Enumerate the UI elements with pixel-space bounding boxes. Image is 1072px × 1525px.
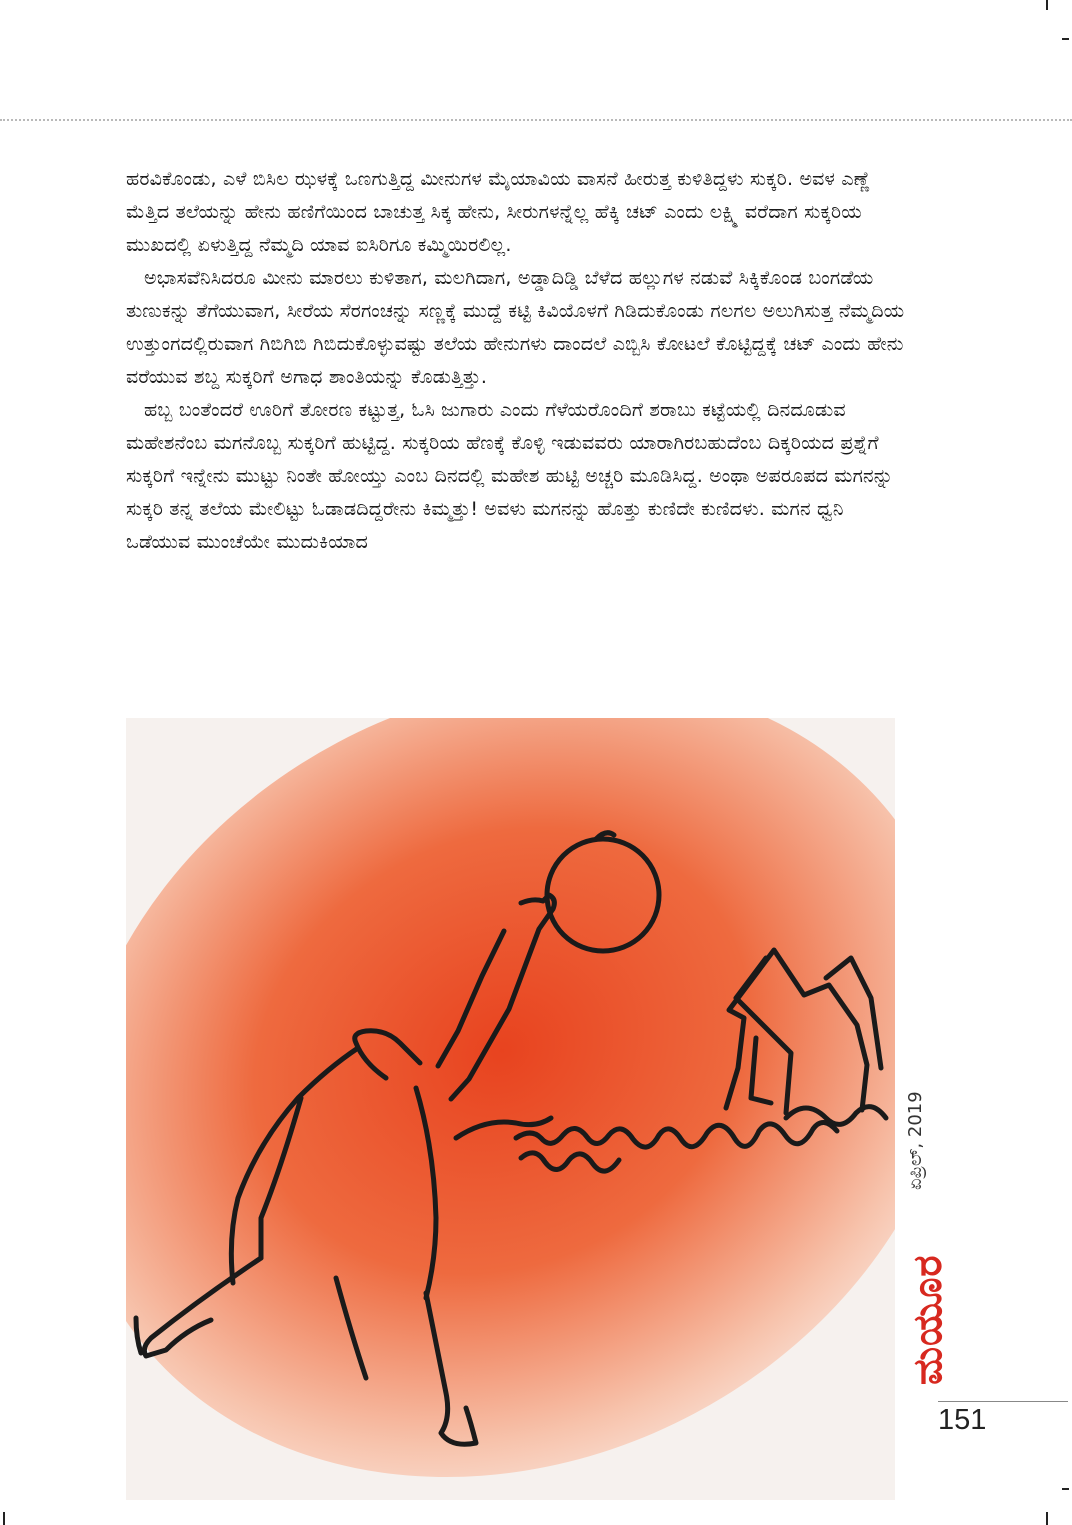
article-body [126,163,906,559]
crop-mark [1046,0,1048,10]
story-illustration [126,718,895,1500]
illustration-drawing [126,718,895,1500]
paragraph: ಹರವಿಕೊಂಡು, ಎಳೆ ಬಿಸಿಲ ಝಳಕ್ಕೆ ಒಣಗುತ್ತಿದ್ದ ಮೀನುಗಳ ಮೈಯಾವಿಯ ವಾಸನೆ ಹೀರುತ್ತ ಕುಳಿತಿದ್ದಳು ಸುಕ್ಕರಿ. ಅವಳ ಎಣ್ಣೆ ಮೆತ್ತಿದ ತಲೆಯನ್ನು ಹೇನು ಹಣಿಗೆಯಿಂದ ಬಾಚುತ್ತ ಸಿಕ್ಕ ಹೇನು, ಸೀರುಗಳನ್ನೆಲ್ಲ ಹೆಕ್ಕಿ ಚಟ್ ಎಂದು ಲಕ್ಷ್ಮಿ ವರೆದಾಗ ಸುಕ್ಕರಿಯ ಮುಖದಲ್ಲಿ ಏಳುತ್ತಿದ್ದ ನೆಮ್ಮದಿ ಯಾವ ಐಸಿರಿಗೂ ಕಮ್ಮಿಯಿರಲಿಲ್ಲ. [126,168,871,256]
crop-mark [1046,1512,1048,1525]
header-dotted-rule [0,119,1072,121]
folio-rule [938,1401,1068,1402]
crop-mark [3,1512,5,1525]
crop-mark [1062,38,1069,40]
crop-mark [1062,1488,1069,1490]
issue-date: ಏಪ್ರಿಲ್, 2019 [905,1091,926,1190]
paragraph: ಅಭಾಸವೆನಿಸಿದರೂ ಮೀನು ಮಾರಲು ಕುಳಿತಾಗ, ಮಲಗಿದಾಗ, ಅಡ್ಡಾದಿಡ್ಡಿ ಬೆಳೆದ ಹಲ್ಲುಗಳ ನಡುವೆ ಸಿಕ್ಕಿಕೊಂಡ ಬಂಗಡೆಯ ತುಣುಕನ್ನು ತೆಗೆಯುವಾಗ, ಸೀರೆಯ ಸೆರಗಂಚನ್ನು ಸಣ್ಣಕ್ಕೆ ಮುದ್ದೆ ಕಟ್ಟಿ ಕಿವಿಯೊಳಗೆ ಗಿಡಿದುಕೊಂಡು ಗಲಗಲ ಅಲುಗಿಸುತ್ತ ನೆಮ್ಮದಿಯ ಉತ್ತುಂಗದಲ್ಲಿರುವಾಗ ಗಿಬಿಗಿಬಿ ಗಿಬಿದುಕೊಳ್ಳುವಷ್ಟು ತಲೆಯ ಹೇನುಗಳು ದಾಂದಲೆ ಎಬ್ಬಿಸಿ ಕೋಟಲೆ ಕೊಟ್ಟಿದ್ದಕ್ಕೆ ಚಟ್ ಎಂದು ಹೇನು ವರೆಯುವ ಶಬ್ದ ಸುಕ್ಕರಿಗೆ ಅಗಾಧ ಶಾಂತಿಯನ್ನು ಕೊಡುತ್ತಿತ್ತು. [126,267,905,388]
paragraph: ಹಬ್ಬ ಬಂತೆಂದರೆ ಊರಿಗೆ ತೋರಣ ಕಟ್ಟುತ್ತ, ಓಸಿ ಜುಗಾರು ಎಂದು ಗೆಳೆಯರೊಂದಿಗೆ ಶರಾಬು ಕಟ್ಟೆಯಲ್ಲಿ ದಿನದೂಡುವ ಮಹೇಶನೆಂಬ ಮಗನೊಬ್ಬ ಸುಕ್ಕರಿಗೆ ಹುಟ್ಟಿದ್ದ. ಸುಕ್ಕರಿಯ ಹೆಣಕ್ಕೆ ಕೊಳ್ಳಿ ಇಡುವವರು ಯಾರಾಗಿರಬಹುದೆಂಬ ದಿಕ್ಕರಿಯದ ಪ್ರಶ್ನೆಗೆ ಸುಕ್ಕರಿಗೆ ಇನ್ನೇನು ಮುಟ್ಟು ನಿಂತೇ ಹೋಯ್ತು ಎಂಬ ದಿನದಲ್ಲಿ ಮಹೇಶ ಹುಟ್ಟಿ ಅಚ್ಚರಿ ಮೂಡಿಸಿದ್ದ. ಅಂಥಾ ಅಪರೂಪದ ಮಗನನ್ನು ಸುಕ್ಕರಿ ತನ್ನ ತಲೆಯ ಮೇಲಿಟ್ಟು ಓಡಾಡದಿದ್ದರೇನು ಕಿಮ್ಮತ್ತು! ಅವಳು ಮಗನನ್ನು ಹೊತ್ತು ಕುಣಿದೇ ಕುಣಿದಳು. ಮಗನ ಧ್ವನಿ ಒಡೆಯುವ ಮುಂಚೆಯೇ ಮುದುಕಿಯಾದ [126,399,894,553]
page-number: 151 [938,1404,987,1436]
magazine-logo: ಮಯೂರ [905,1254,951,1385]
